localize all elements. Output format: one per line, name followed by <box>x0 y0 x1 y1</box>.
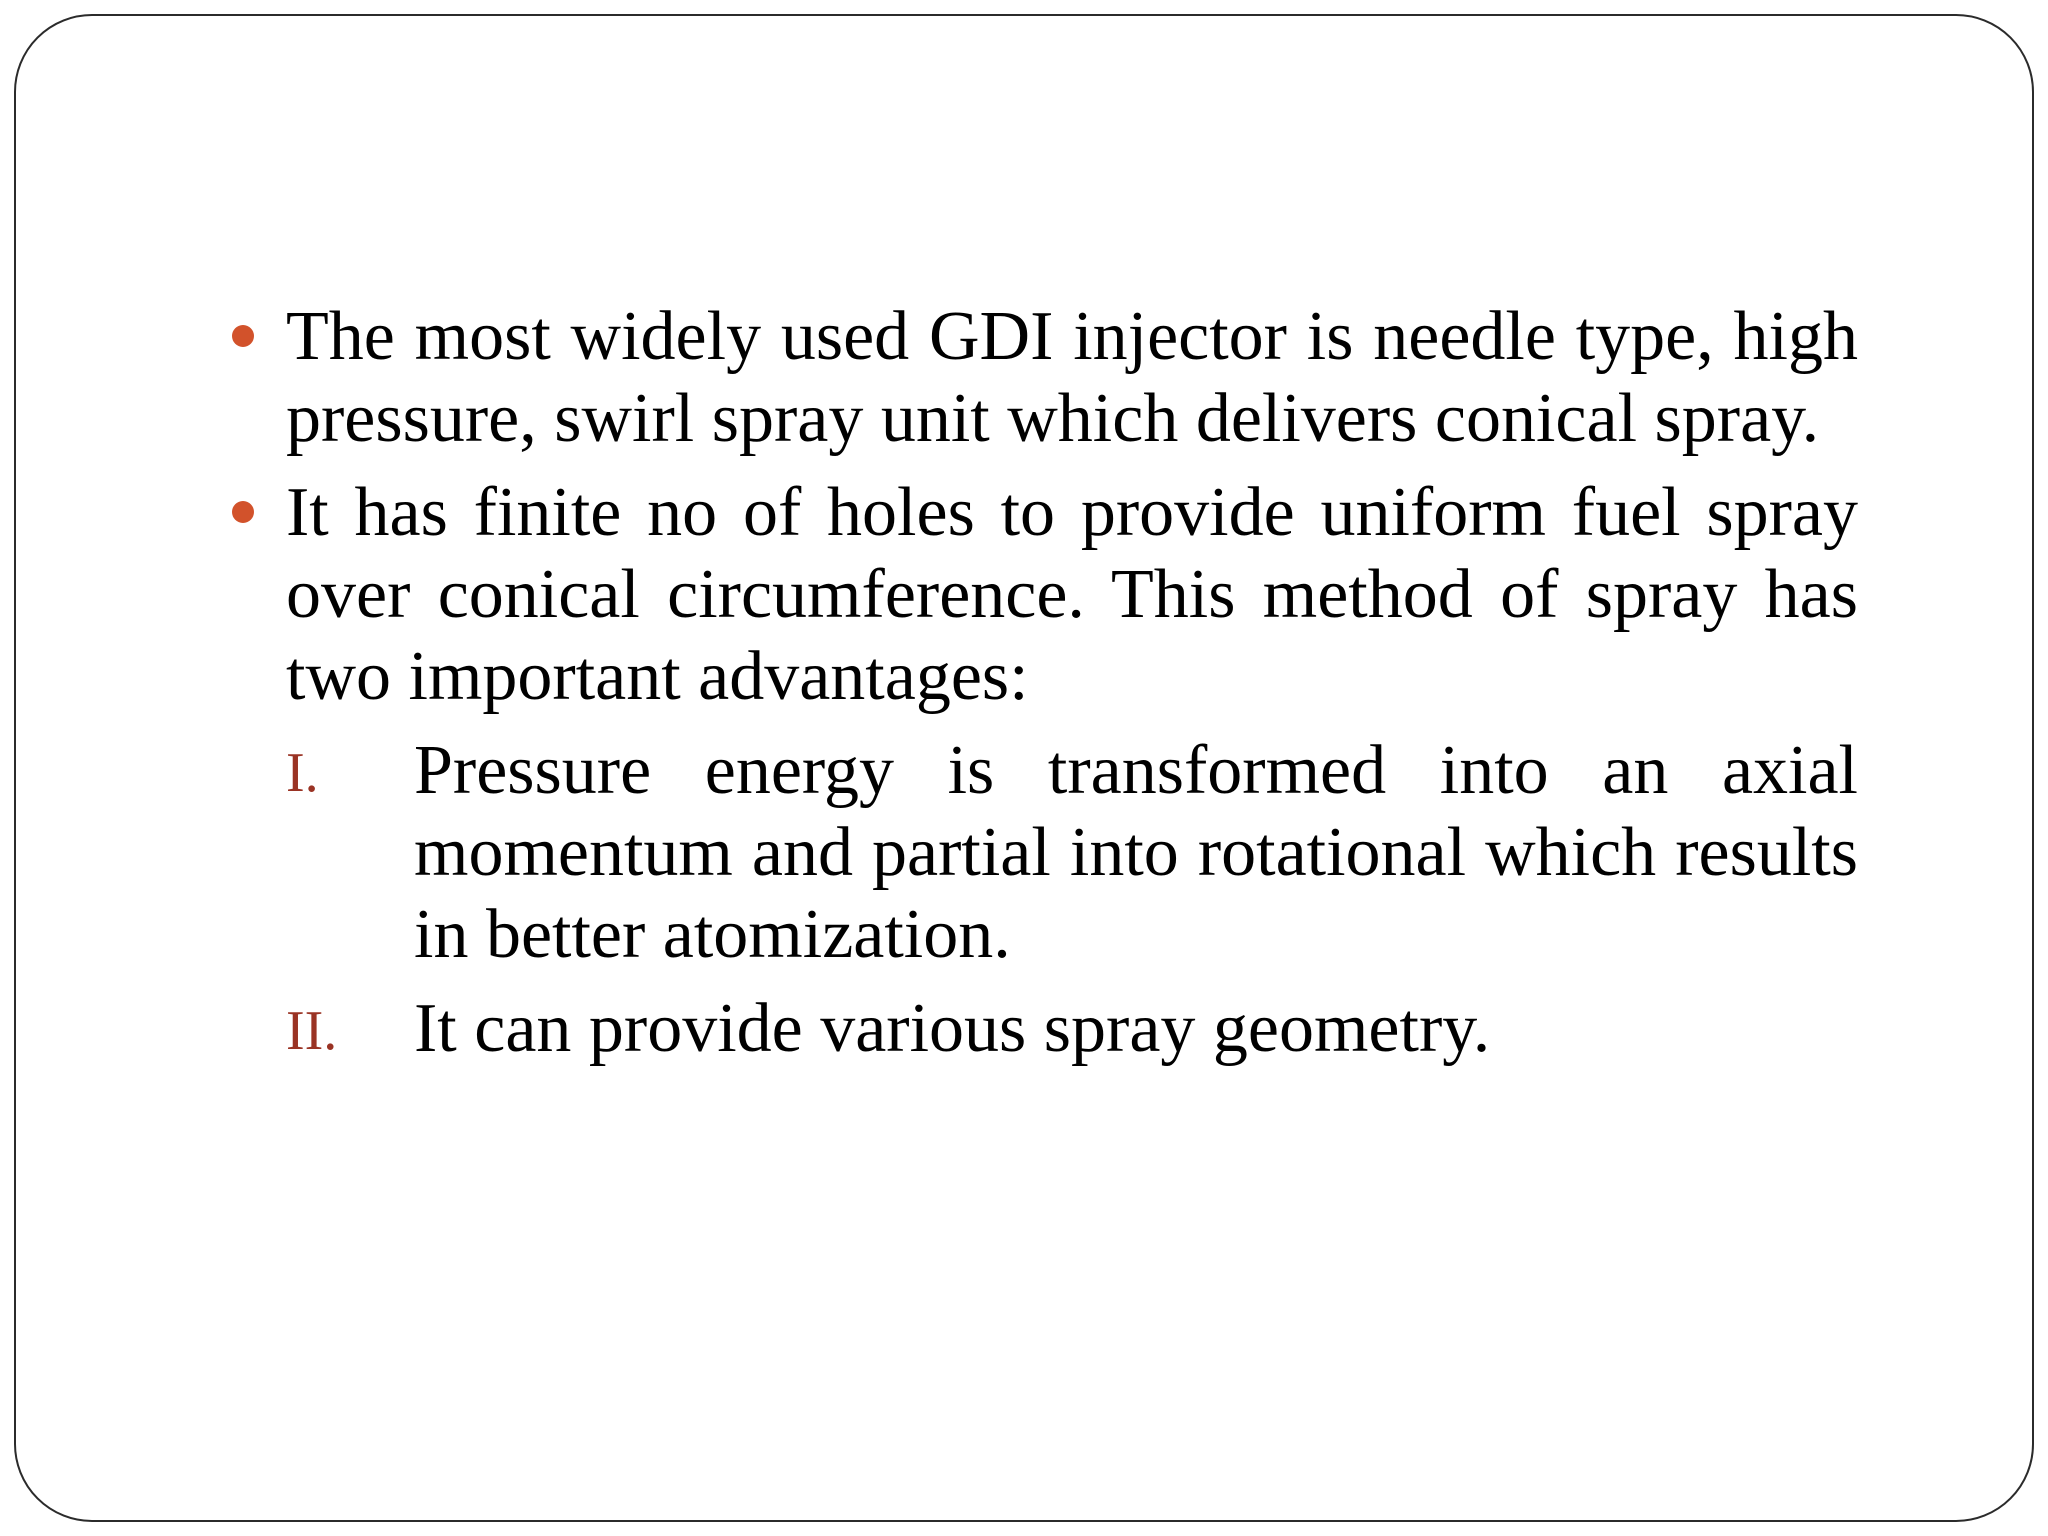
numbered-sublist <box>286 730 1858 1070</box>
numbered-item-text: It can provide various spray geometry. <box>414 990 1491 1067</box>
roman-numeral: II. <box>286 1000 338 1062</box>
bullet-item <box>286 472 1858 718</box>
bullet-text: It has finite no of holes to provide uniform fuel spray over conical circumference. This method of spray has two important advantages: <box>286 474 1858 715</box>
slide-content <box>286 296 1858 1082</box>
bullet-dot-icon <box>232 501 254 523</box>
bullet-text: The most widely used GDI injector is needle type, high pressure, swirl spray unit which delivers conical spray. <box>286 298 1858 457</box>
bullet-dot-icon <box>232 325 254 347</box>
numbered-item <box>286 988 1858 1070</box>
numbered-item-text: Pressure energy is transformed into an axial momentum and partial into rotational which results in better atomization. <box>414 732 1858 973</box>
numbered-item <box>286 730 1858 976</box>
slide-frame <box>14 14 2034 1522</box>
bullet-item <box>286 296 1858 460</box>
roman-numeral: I. <box>286 742 319 804</box>
